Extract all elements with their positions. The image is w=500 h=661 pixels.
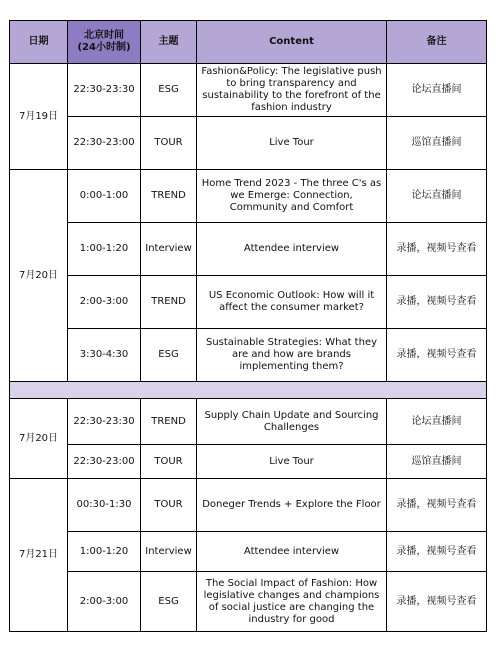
notes-cell: 录播，视频号查看	[387, 572, 487, 632]
content-cell: Home Trend 2023 - The three C's as we Emerge: Connection, Community and Comfort	[197, 170, 387, 223]
header-content: Content	[197, 21, 387, 64]
notes-cell: 论坛直播间	[387, 170, 487, 223]
notes-cell: 论坛直播间	[387, 399, 487, 445]
content-cell: The Social Impact of Fashion: How legislative changes and champions of social justice are changing the industry for good	[197, 572, 387, 632]
time-cell: 00:30-1:30	[68, 479, 141, 532]
topic-cell: Interview	[141, 223, 197, 276]
time-cell: 0:00-1:00	[68, 170, 141, 223]
table-row	[10, 445, 487, 479]
notes-cell: 录播，视频号查看	[387, 223, 487, 276]
separator-row	[10, 382, 487, 399]
date-cell: 7月20日	[10, 399, 68, 479]
topic-cell: TREND	[141, 276, 197, 329]
content-cell: Doneger Trends + Explore the Floor	[197, 479, 387, 532]
header-notes: 备注	[387, 21, 487, 64]
content-cell: US Economic Outlook: How will it affect the consumer market?	[197, 276, 387, 329]
topic-cell: ESG	[141, 329, 197, 382]
content-cell: Live Tour	[197, 445, 387, 479]
time-cell: 22:30-23:00	[68, 117, 141, 170]
time-cell: 2:00-3:00	[68, 276, 141, 329]
header-time-line2: (24小时制)	[77, 42, 131, 53]
notes-cell: 录播，视频号查看	[387, 329, 487, 382]
notes-cell: 录播，视频号查看	[387, 479, 487, 532]
topic-cell: ESG	[141, 64, 197, 117]
notes-cell: 巡馆直播间	[387, 117, 487, 170]
header-date: 日期	[10, 21, 68, 64]
topic-cell: TOUR	[141, 479, 197, 532]
content-cell: Attendee interview	[197, 223, 387, 276]
notes-cell: 录播，视频号查看	[387, 276, 487, 329]
time-cell: 22:30-23:00	[68, 445, 141, 479]
table-row	[10, 64, 487, 117]
date-cell: 7月19日	[10, 64, 68, 170]
separator-cell	[10, 382, 487, 399]
content-cell: Live Tour	[197, 117, 387, 170]
notes-cell: 录播，视频号查看	[387, 532, 487, 572]
topic-cell: TREND	[141, 399, 197, 445]
header-topic: 主题	[141, 21, 197, 64]
table-row	[10, 479, 487, 532]
header-row	[10, 21, 487, 64]
content-cell: Supply Chain Update and Sourcing Challenges	[197, 399, 387, 445]
topic-cell: ESG	[141, 572, 197, 632]
date-cell: 7月21日	[10, 479, 68, 632]
table-row	[10, 399, 487, 445]
topic-cell: TREND	[141, 170, 197, 223]
table-row	[10, 329, 487, 382]
header-time	[68, 21, 141, 64]
notes-cell: 巡馆直播间	[387, 445, 487, 479]
table-row	[10, 170, 487, 223]
content-cell: Fashion&Policy: The legislative push to bring transparency and sustainability to the forefront of the fashion industry	[197, 64, 387, 117]
time-cell: 22:30-23:30	[68, 399, 141, 445]
time-cell: 22:30-23:30	[68, 64, 141, 117]
schedule-table	[9, 20, 487, 632]
time-cell: 1:00-1:20	[68, 223, 141, 276]
header-time-line1: 北京时间	[84, 30, 124, 41]
table-row	[10, 532, 487, 572]
time-cell: 2:00-3:00	[68, 572, 141, 632]
content-cell: Sustainable Strategies: What they are and how are brands implementing them?	[197, 329, 387, 382]
notes-cell: 论坛直播间	[387, 64, 487, 117]
table-row	[10, 276, 487, 329]
table-row	[10, 223, 487, 276]
content-cell: Attendee interview	[197, 532, 387, 572]
date-cell: 7月20日	[10, 170, 68, 382]
topic-cell: TOUR	[141, 445, 197, 479]
topic-cell: TOUR	[141, 117, 197, 170]
time-cell: 1:00-1:20	[68, 532, 141, 572]
table-row	[10, 117, 487, 170]
topic-cell: Interview	[141, 532, 197, 572]
time-cell: 3:30-4:30	[68, 329, 141, 382]
table-row	[10, 572, 487, 632]
